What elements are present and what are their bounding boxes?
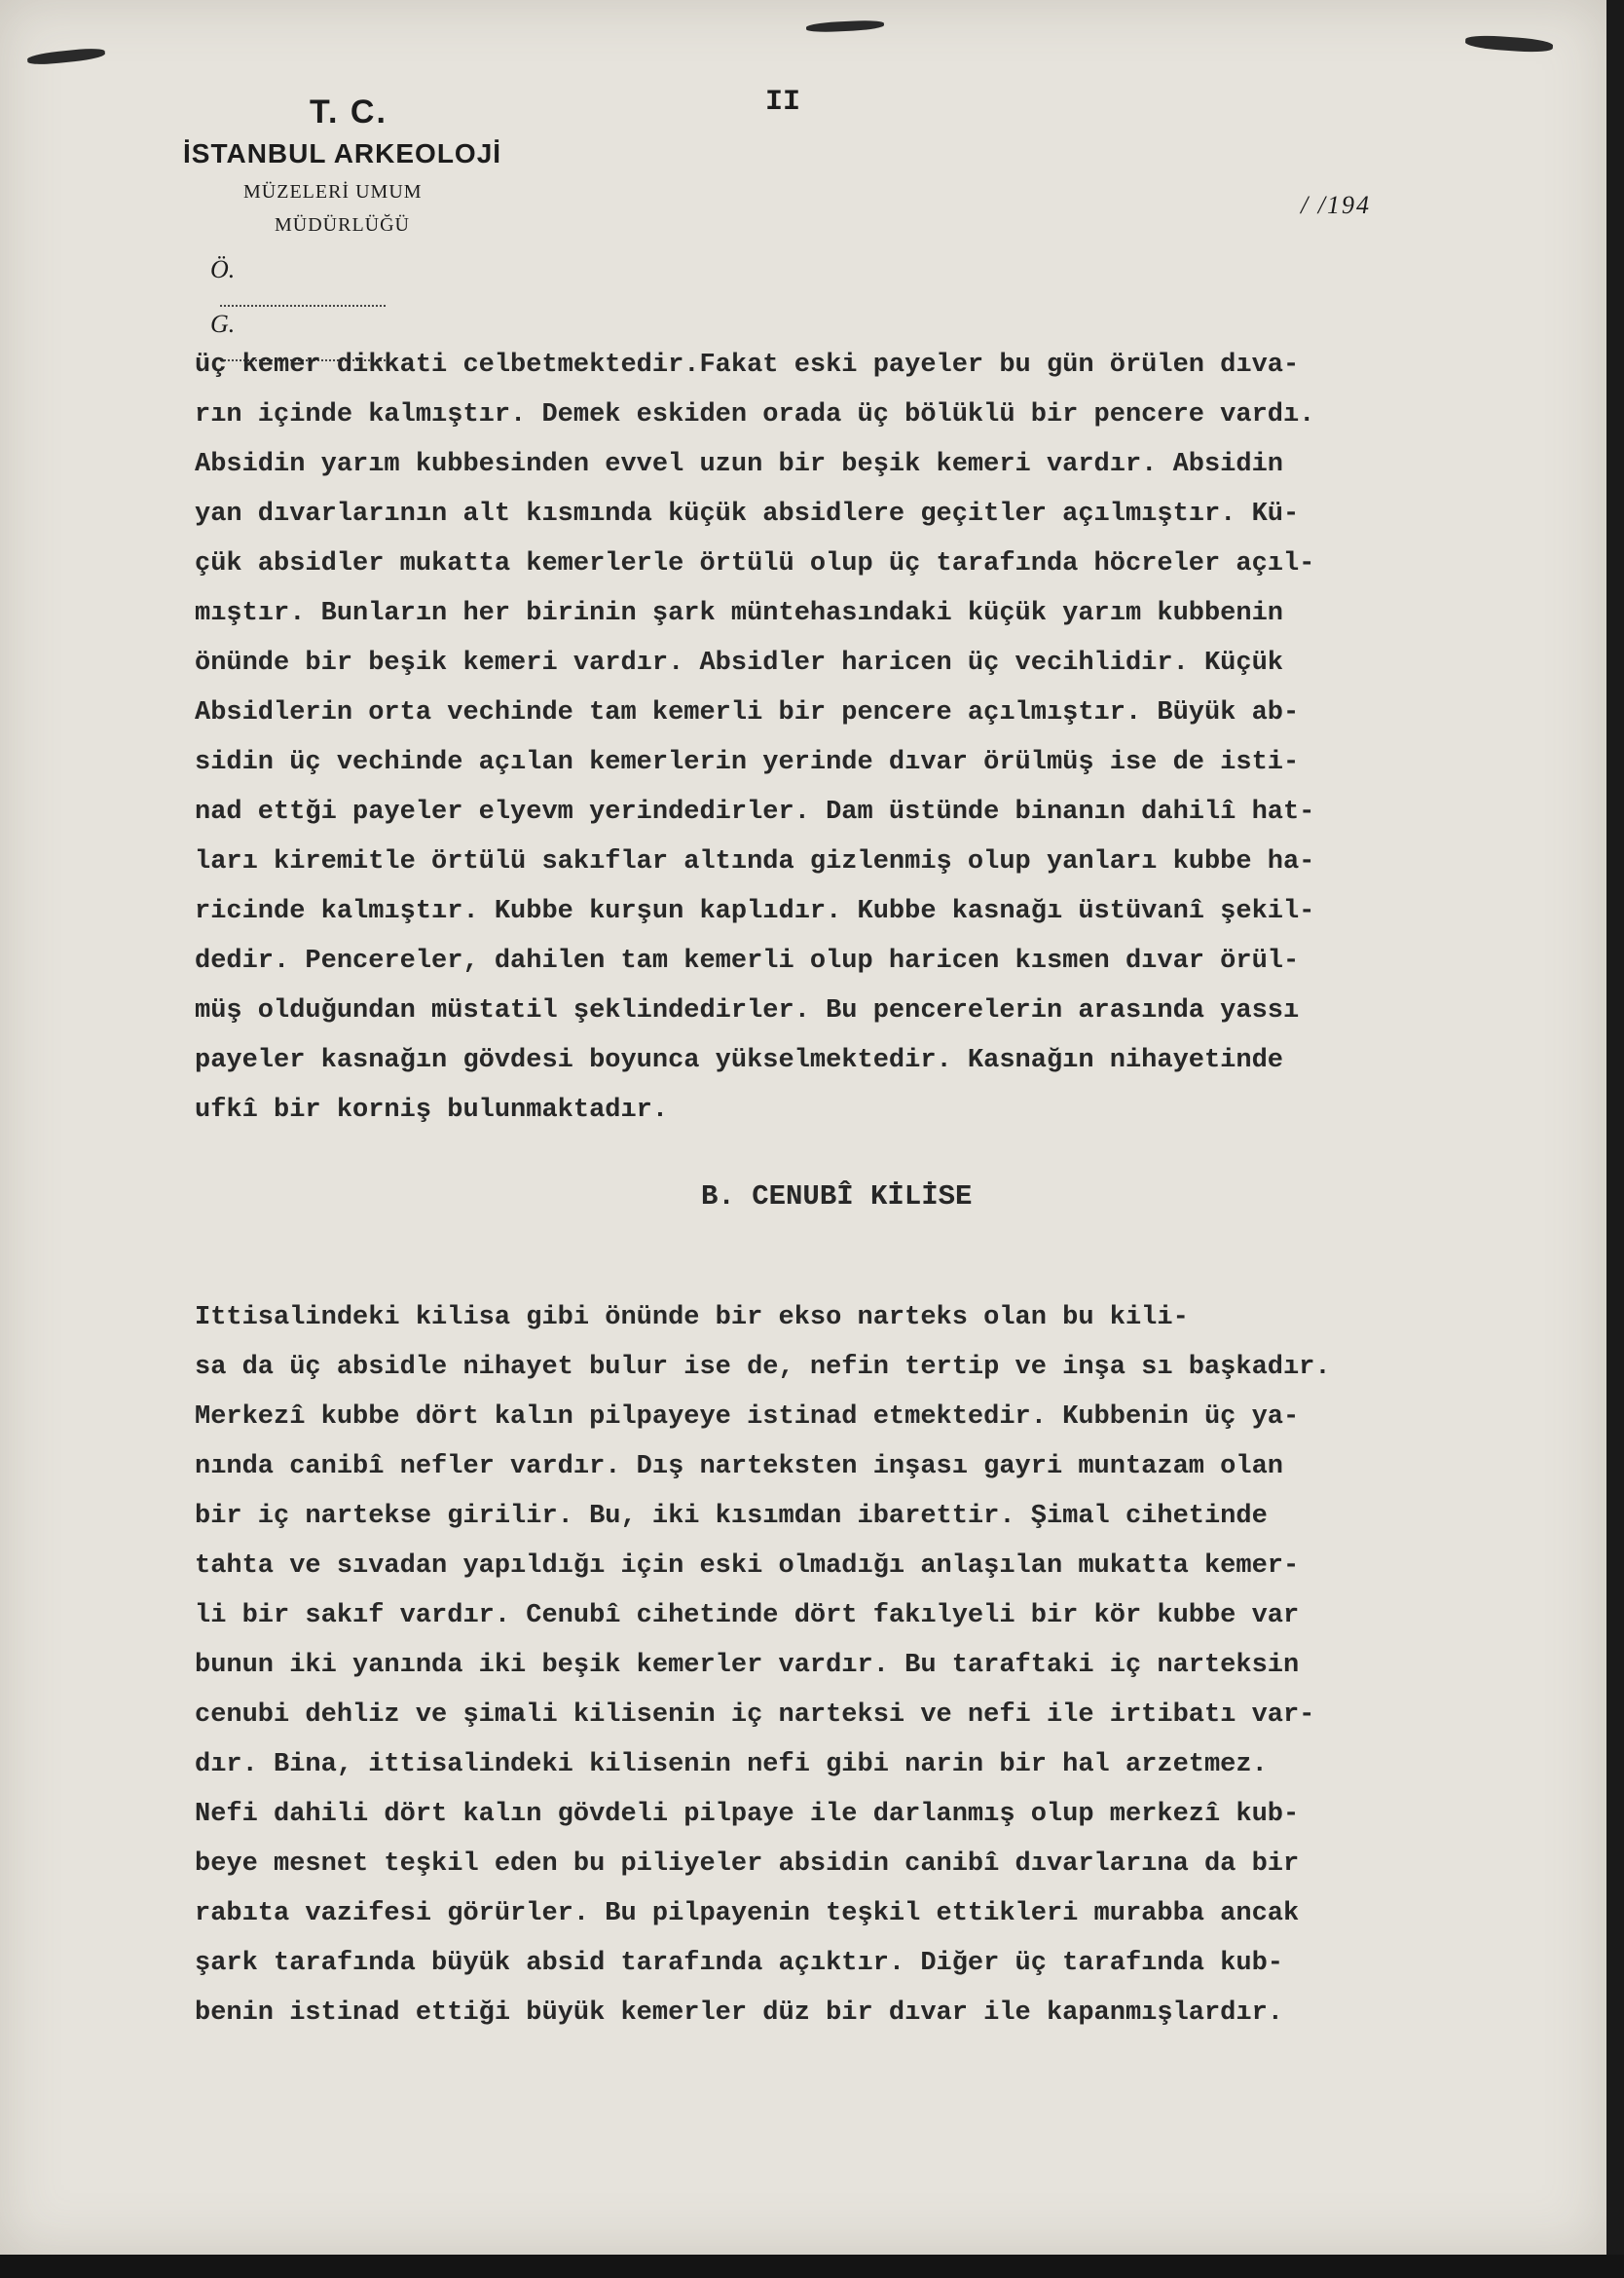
text-line: üç kemer dikkati celbetmektedir.Fakat eski payeler bu gün örülen dıva- <box>195 351 1300 380</box>
text-line: li bir sakıf vardır. Cenubî cihetinde dört fakılyeli bir kör kubbe var <box>195 1601 1300 1630</box>
text-line: Absidlerin orta vechinde tam kemerli bir pencere açılmıştır. Büyük ab- <box>195 698 1300 728</box>
scan-edge-bottom <box>0 2255 1624 2278</box>
field-o-label: Ö. <box>210 255 236 283</box>
text-line: Ittisalindeki kilisa gibi önünde bir ekso narteks olan bu kili- <box>195 1303 1189 1332</box>
text-line: tahta ve sıvadan yapıldığı için eski olmadığı anlaşılan mukatta kemer- <box>195 1551 1300 1581</box>
page-number: II <box>765 86 801 119</box>
text-line: sa da üç absidle nihayet bulur ise de, nefin tertip ve inşa sı başkadır. <box>195 1353 1331 1382</box>
field-o-dots <box>220 305 386 307</box>
scan-edge-right <box>1606 0 1624 2278</box>
text-line: ricinde kalmıştır. Kubbe kurşun kaplıdır. Kubbe kasnağı üstüvanî şekil- <box>195 897 1315 926</box>
text-line: payeler kasnağın gövdesi boyunca yükselmektedir. Kasnağın nihayetinde <box>195 1046 1283 1075</box>
text-line: dedir. Pencereler, dahilen tam kemerli olup haricen kısmen dıvar örül- <box>195 947 1300 976</box>
text-line: Absidin yarım kubbesinden evvel uzun bir beşik kemeri vardır. Absidin <box>195 450 1283 479</box>
text-line: nad ettği payeler elyevm yerindedirler. Dam üstünde binanın dahilî hat- <box>195 798 1315 827</box>
text-line: ları kiremitle örtülü sakıflar altında gizlenmiş olup yanları kubbe ha- <box>195 847 1315 877</box>
text-line: rabıta vazifesi görürler. Bu pilpayenin teşkil ettikleri murabba ancak <box>195 1899 1300 1928</box>
field-g-label: G. <box>210 310 236 338</box>
text-line: yan dıvarlarının alt kısmında küçük absidlere geçitler açılmıştır. Kü- <box>195 500 1300 529</box>
letterhead-directorate: MÜDÜRLÜĞÜ <box>275 214 410 236</box>
text-line: nında canibî nefler vardır. Dış narteksten inşası gayri muntazam olan <box>195 1452 1283 1481</box>
text-line: dır. Bina, ittisalindeki kilisenin nefi gibi narin bir hal arzetmez. <box>195 1750 1268 1779</box>
text-line: müş olduğundan müstatil şeklindedirler. Bu pencerelerin arasında yassı <box>195 996 1300 1026</box>
letterhead-museums: MÜZELERİ UMUM <box>243 181 423 203</box>
text-line: bunun iki yanında iki beşik kemerler vardır. Bu taraftaki iç narteksin <box>195 1651 1300 1680</box>
text-line: mıştır. Bunların her birinin şark müntehasındaki küçük yarım kubbenin <box>195 599 1283 628</box>
text-line: bir iç narteksе girilir. Bu, iki kısımdan ibarettir. Şimal cihetinde <box>195 1502 1268 1531</box>
text-line: ufkî bir korniş bulunmaktadır. <box>195 1096 669 1125</box>
text-line: beye mesnet teşkil eden bu piliyeler absidin canibî dıvarlarına da bir <box>195 1849 1300 1879</box>
letterhead-institution: İSTANBUL ARKEOLOJİ <box>183 138 502 168</box>
text-line: önünde bir beşik kemeri vardır. Absidler haricen üç vecihlidir. Küçük <box>195 649 1283 678</box>
text-line: çük absidler mukatta kemerlerle örtülü olup üç tarafında höcreler açıl- <box>195 549 1315 579</box>
text-line: Nefi dahili dört kalın gövdeli pilpaye ile darlanmış olup merkezî kub- <box>195 1800 1300 1829</box>
section-heading: B. CENUBÎ KİLİSE <box>701 1180 973 1213</box>
text-line: şark tarafında büyük absid tarafında açıktır. Diğer üç tarafında kub- <box>195 1949 1283 1978</box>
text-line: sidin üç vechinde açılan kemerlerin yerinde dıvar örülmüş ise de isti- <box>195 748 1300 777</box>
date-field: / /194 <box>1301 191 1371 219</box>
text-line: Merkezî kubbe dört kalın pilpayeye istinad etmektedir. Kubbenin üç ya- <box>195 1402 1300 1432</box>
text-line: rın içinde kalmıştır. Demek eskiden orada üç bölüklü bir pencere vardı. <box>195 400 1315 429</box>
letterhead-tc: T. C. <box>310 93 388 131</box>
text-line: cenubi dehliz ve şimali kilisenin iç narteksi ve nefi ile irtibatı var- <box>195 1700 1315 1730</box>
text-line: benin istinad ettiği büyük kemerler düz bir dıvar ile kapanmışlardır. <box>195 1998 1283 2028</box>
reference-field-o <box>210 255 386 314</box>
